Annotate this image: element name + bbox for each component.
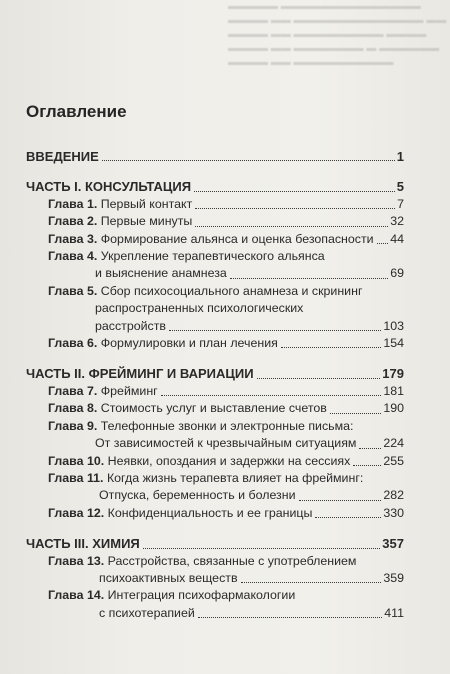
chapter-page: 181 [383, 383, 404, 398]
chapter-page: 359 [383, 570, 404, 585]
chapter-title: Первые минуты [100, 214, 193, 229]
toc-chapter[interactable] [26, 453, 404, 470]
chapter-number: Глава 9. [48, 418, 98, 433]
leader-dots [281, 347, 381, 348]
chapter-number: Глава 6. [48, 336, 98, 351]
chapter-title: Формирование альянса и оценка безопасности [100, 231, 374, 246]
chapter-number: Глава 12. [48, 505, 105, 520]
leader-dots [299, 500, 382, 501]
chapter-title: Конфиденциальность и ее границы [107, 505, 313, 520]
leader-dots [161, 395, 382, 396]
leader-dots [353, 465, 381, 466]
leader-dots [330, 413, 381, 414]
chapter-title-continued: психоактивных веществ [99, 570, 238, 585]
chapter-first-line [48, 248, 325, 265]
toc-chapter[interactable] [26, 400, 404, 417]
chapter-title-continued: с психотерапией [99, 605, 195, 620]
chapter-page: 69 [390, 266, 404, 281]
chapter-title: Сбор психосоциального анамнеза и скрининг [100, 283, 363, 298]
toc-chapter[interactable] [26, 470, 404, 505]
chapter-first-line [48, 470, 363, 487]
leader-dots [102, 160, 395, 161]
chapter-number: Глава 7. [48, 383, 98, 398]
section-gap [26, 522, 404, 535]
chapter-first-line [48, 383, 158, 400]
chapter-number: Глава 1. [48, 196, 98, 211]
table-of-contents [26, 148, 404, 622]
toc-chapter[interactable] [26, 248, 404, 283]
chapter-title-continued: распространенных психологических [95, 301, 304, 316]
chapter-title: Формулировки и план лечения [100, 336, 278, 351]
chapter-first-line [48, 335, 278, 352]
chapter-number: Глава 5. [48, 283, 98, 298]
chapter-number: Глава 4. [48, 249, 98, 264]
chapter-first-line [48, 587, 295, 604]
toc-intro[interactable] [26, 148, 404, 165]
show-through-text: ▬▬▬▬▬ ▬▬▬▬▬▬▬▬▬▬▬▬▬▬ ▬▬▬▬ ▬▬ ▬▬▬▬▬▬▬▬▬▬▬▬▬ ▬▬ ▬▬▬▬ ▬▬ ▬▬▬▬▬▬▬▬▬ ▬▬▬▬ ▬▬▬▬ ▬▬ ▬▬▬▬▬▬▬ ▬ ▬▬▬▬▬▬ ▬▬▬▬ ▬▬ ▬▬▬▬▬▬▬▬▬▬ [228, 1, 447, 68]
leader-dots [241, 582, 382, 583]
chapter-first-line [48, 505, 312, 522]
toc-chapter[interactable] [26, 383, 404, 400]
chapter-first-line [48, 553, 356, 570]
chapter-page: 255 [383, 453, 404, 468]
toc-chapter[interactable] [26, 196, 404, 213]
chapter-title-continued: От зависимостей к чрезвычайным ситуациям [95, 436, 357, 451]
toc-part[interactable] [26, 535, 404, 552]
chapter-first-line [48, 283, 362, 300]
part-page: 179 [382, 366, 404, 382]
chapter-title: Стоимость услуг и выставление счетов [100, 401, 327, 416]
chapter-first-line [48, 213, 192, 230]
chapter-number: Глава 13. [48, 553, 105, 568]
chapter-first-line [48, 231, 374, 248]
leader-dots [143, 548, 381, 549]
leader-dots [195, 226, 388, 227]
toc-part[interactable] [26, 365, 404, 382]
toc-title: Оглавление [26, 102, 127, 121]
toc-chapter[interactable] [26, 231, 404, 248]
chapter-title: Укрепление терапевтического альянса [100, 249, 325, 264]
chapter-page: 282 [383, 488, 404, 503]
part-label: ЧАСТЬ III. ХИМИЯ [26, 536, 140, 552]
intro-label: ВВЕДЕНИЕ [26, 149, 99, 164]
toc-chapter[interactable] [26, 553, 404, 588]
chapter-title: Первый контакт [100, 196, 193, 211]
toc-chapter[interactable] [26, 587, 404, 622]
chapter-title-continued: и выяснение анамнеза [95, 266, 227, 281]
chapter-number: Глава 8. [48, 401, 98, 416]
part-label: ЧАСТЬ I. КОНСУЛЬТАЦИЯ [26, 179, 192, 195]
leader-dots [194, 191, 395, 192]
leader-dots [359, 448, 381, 449]
chapter-page: 32 [390, 214, 404, 229]
chapter-title: Фрейминг [100, 383, 158, 398]
chapter-number: Глава 10. [48, 453, 105, 468]
section-gap [26, 165, 404, 178]
toc-chapter[interactable] [26, 213, 404, 230]
chapter-page: 154 [383, 336, 404, 351]
leader-dots [195, 208, 395, 209]
chapter-title: Интеграция психофармакологии [107, 588, 296, 603]
toc-parts [26, 165, 404, 622]
chapter-title: Расстройства, связанные с употреблением [107, 553, 357, 568]
leader-dots [198, 617, 382, 618]
chapter-number: Глава 3. [48, 231, 98, 246]
part-page: 5 [396, 179, 404, 195]
chapter-title: Телефонные звонки и электронные письма: [100, 418, 354, 433]
leader-dots [169, 330, 381, 331]
toc-chapter[interactable] [26, 505, 404, 522]
chapter-title: Когда жизнь терапевта влияет на фрейминг: [106, 470, 364, 485]
chapter-first-line [48, 453, 350, 470]
chapter-number: Глава 14. [48, 588, 105, 603]
chapter-page: 224 [383, 436, 404, 451]
leader-dots [230, 278, 388, 279]
chapter-page: 411 [384, 605, 404, 620]
part-label: ЧАСТЬ II. ФРЕЙМИНГ И ВАРИАЦИИ [26, 366, 254, 382]
chapter-number: Глава 11. [48, 470, 104, 485]
chapter-first-line [48, 196, 192, 213]
chapter-title-continued: Отпуска, беременность и болезни [99, 488, 296, 503]
leader-dots [315, 517, 381, 518]
chapter-title-continued: расстройств [95, 318, 167, 333]
toc-chapter[interactable] [26, 418, 404, 453]
chapter-title: Неявки, опоздания и задержки на сессиях [107, 453, 351, 468]
chapter-first-line [48, 418, 354, 435]
section-gap [26, 352, 404, 365]
part-page: 357 [382, 536, 404, 552]
chapter-page: 44 [390, 231, 404, 246]
toc-part[interactable] [26, 178, 404, 195]
chapter-page: 190 [383, 401, 404, 416]
chapter-first-line [48, 400, 327, 417]
leader-dots [257, 378, 381, 379]
chapter-page: 7 [397, 196, 404, 211]
chapter-number: Глава 2. [48, 214, 98, 229]
toc-chapter[interactable] [26, 335, 404, 352]
intro-page: 1 [396, 149, 404, 164]
toc-chapter[interactable] [26, 283, 404, 335]
leader-dots [377, 243, 389, 244]
chapter-page: 330 [383, 505, 404, 520]
chapter-page: 103 [383, 318, 404, 333]
